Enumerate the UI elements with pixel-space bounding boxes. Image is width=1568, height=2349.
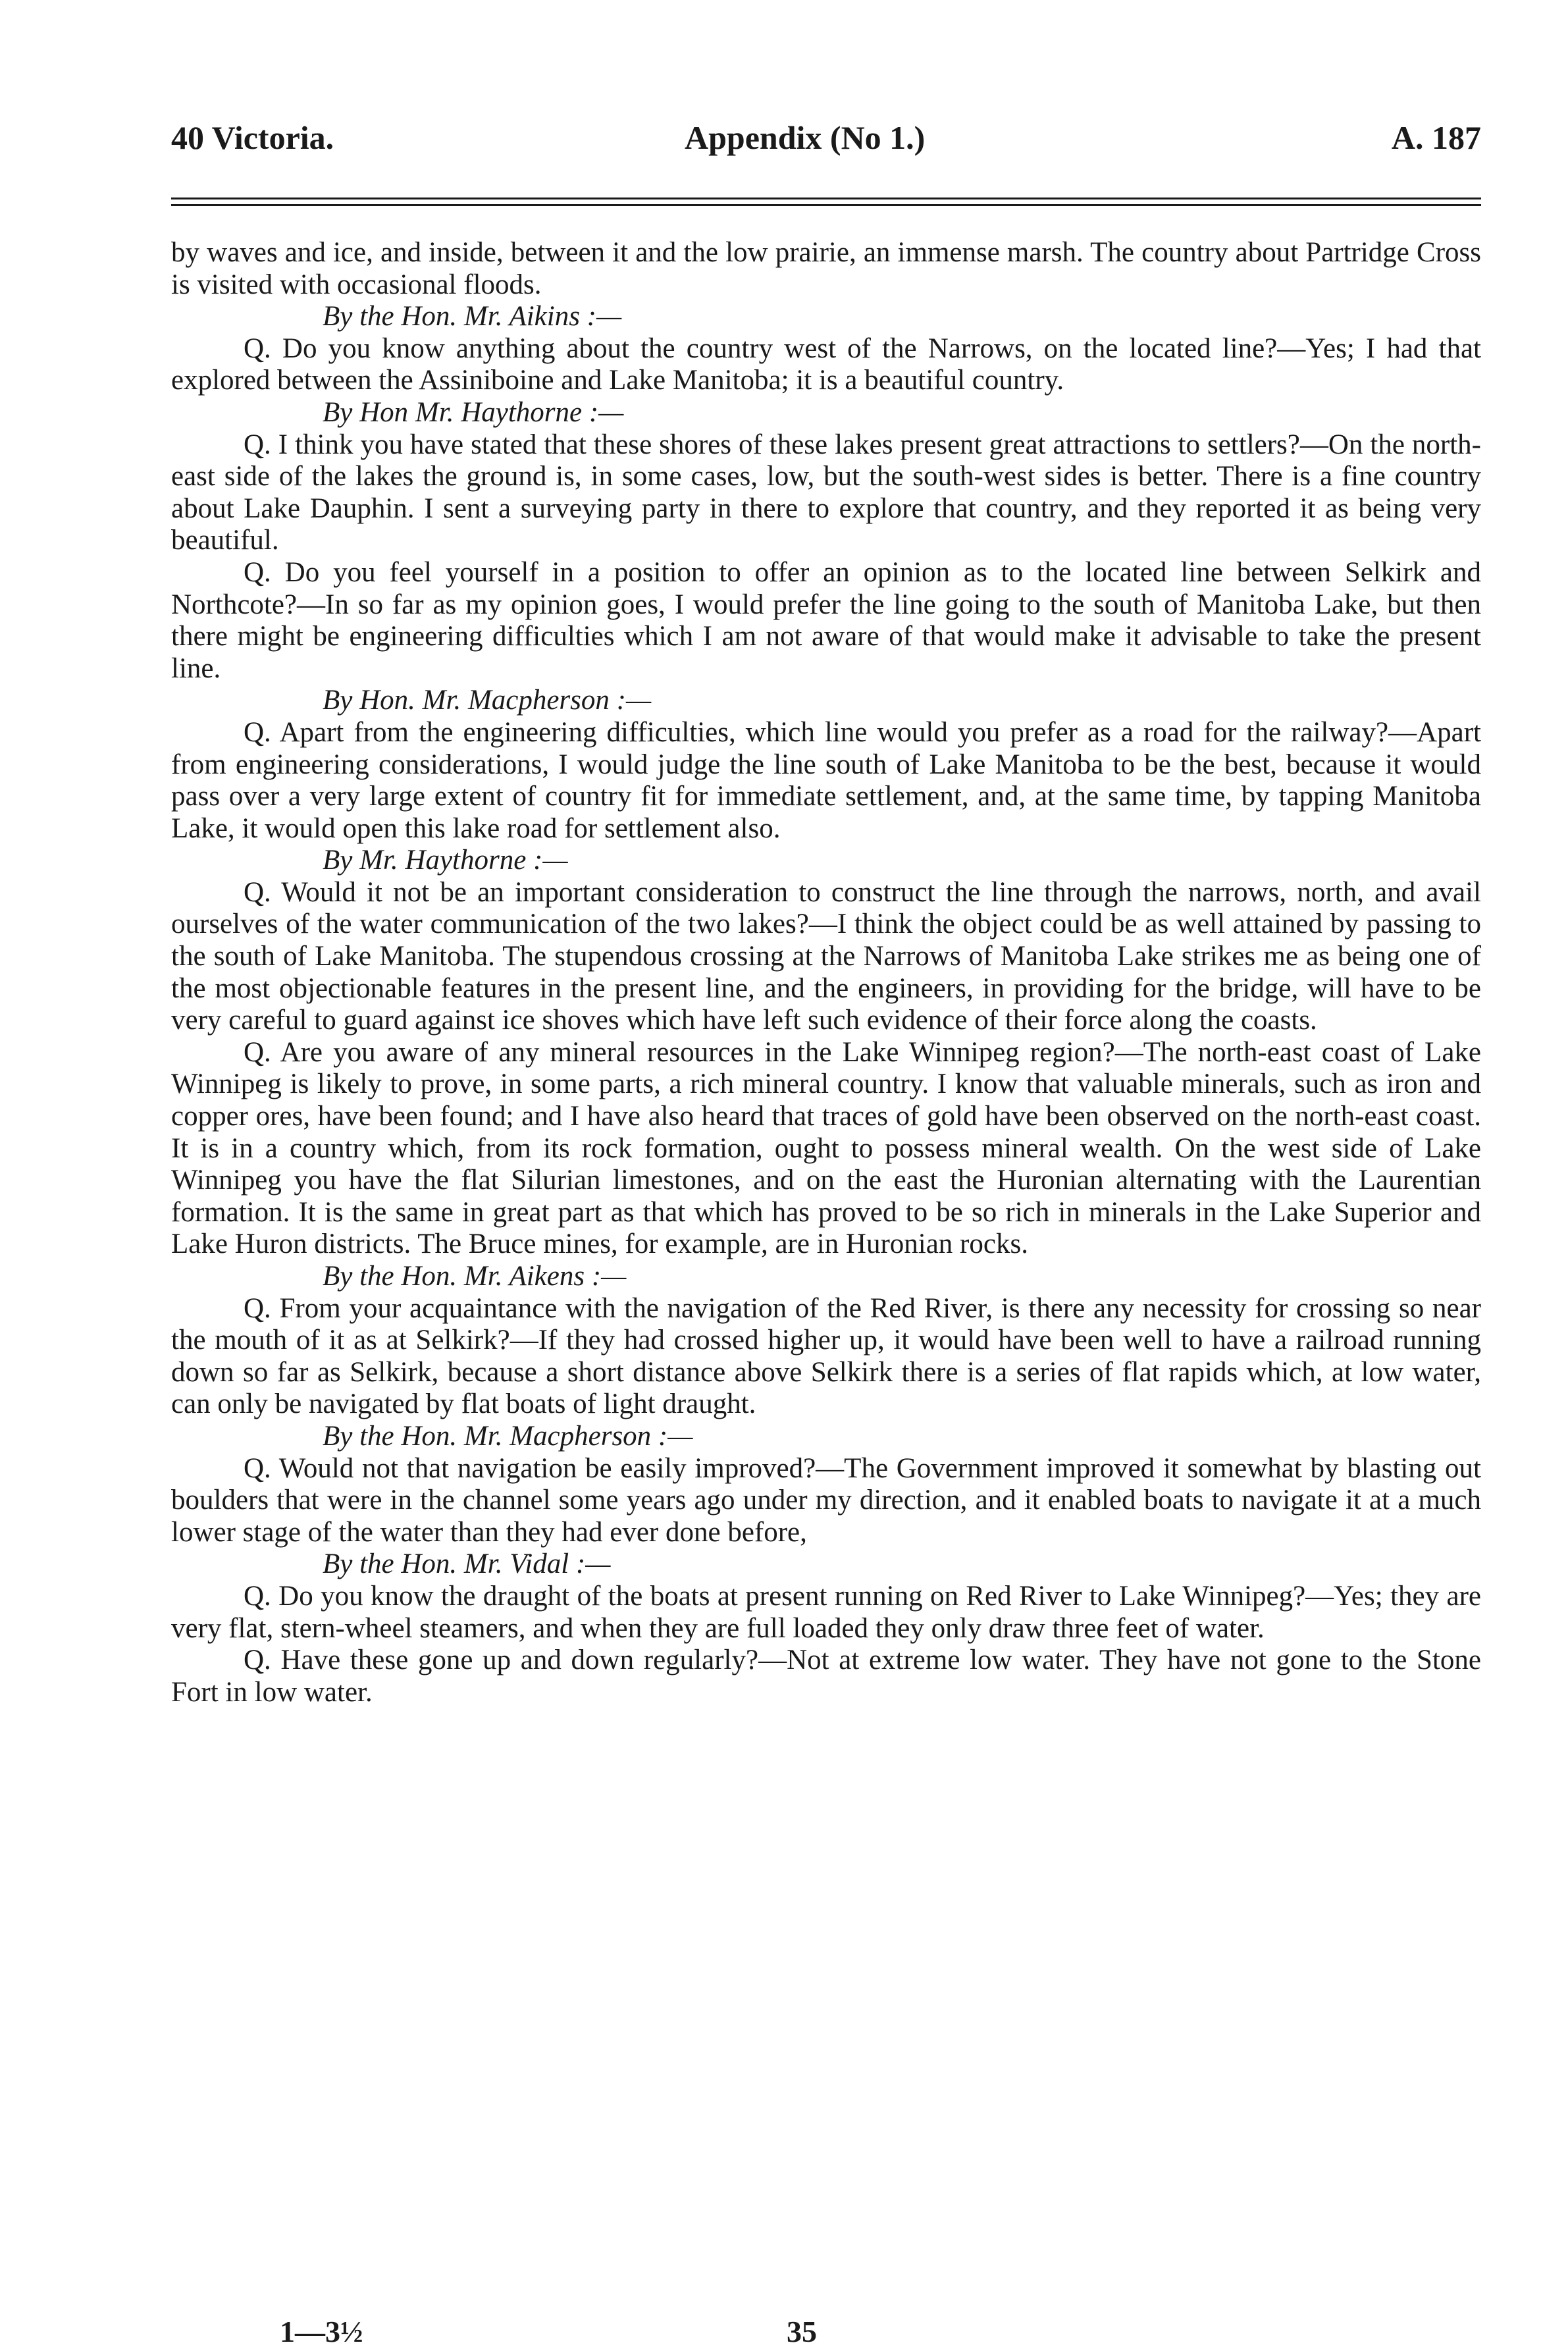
question-paragraph: Q. Do you feel yourself in a position to offer an opinion as to the located line between Selkirk and Northcote?—In so far as my opinion goes, I would prefer the line going to the south of Manitoba Lake, but then there might be engineering difficulties which I am not aware of that would make it advisable to take the present line. [171, 556, 1481, 684]
speaker-line: By Mr. Haythorne :— [323, 845, 568, 876]
speaker-line: By the Hon. Mr. Vidal :— [323, 1548, 611, 1580]
question-paragraph: Q. Do you know anything about the country west of the Narrows, on the located line?—Yes; I had that explored between the Assiniboine and Lake Manitoba; it is a beautiful country. [171, 332, 1481, 396]
speaker-line: By Hon. Mr. Macpherson :— [323, 685, 652, 716]
header-page-number: A. 187 [1391, 119, 1481, 156]
page-header [171, 119, 1481, 178]
header-rule-top [171, 198, 1481, 199]
header-rule-bottom [171, 204, 1481, 206]
footer-signature-mark: 1—3½ [280, 2315, 363, 2348]
question-paragraph: Q. From your acquaintance with the navigation of the Red River, is there any necessity for crossing so near the mouth of it as at Selkirk?—If they had crossed higher up, it would have been well to have a railroad running down so far as Selkirk, because a short distance above Selkirk there is a series of flat rapids which, at low water, can only be navigated by flat boats of light draught. [171, 1292, 1481, 1420]
document-page [171, 119, 1481, 2348]
question-paragraph: Q. Would it not be an important consideration to construct the line through the narrows, north, and avail ourselves of the water communication of the two lakes?—I think the object could be as well attained by passing to the south of Lake Manitoba. The stupendous crossing at the Narrows of Manitoba Lake strikes me as being one of the most objectionable features in the present line, and the engineers, in providing for the bridge, will have to be very careful to guard against ice shoves which have left such evidence of their force along the coasts. [171, 876, 1481, 1036]
speaker-line: By Hon Mr. Haythorne :— [323, 396, 624, 428]
question-paragraph: Q. Would not that navigation be easily improved?—The Government improved it somewhat by blasting out boulders that were in the channel some years ago under my direction, and it enabled boats to navigate it at a much lower stage of the water than they had ever done before, [171, 1452, 1481, 1548]
header-session: 40 Victoria. [171, 119, 334, 156]
paragraph: by waves and ice, and inside, between it and the low prairie, an immense marsh. The country about Partridge Cross is visited with occasional floods. [171, 237, 1481, 300]
question-paragraph: Q. Do you know the draught of the boats at present running on Red River to Lake Winnipeg?—Yes; they are very flat, stern-wheel steamers, and when they are full loaded they only draw three feet of water. [171, 1580, 1481, 1644]
question-paragraph: Q. Are you aware of any mineral resources in the Lake Winnipeg region?—The north-east coast of Lake Winnipeg is likely to prove, in some parts, a rich mineral country. I know that valuable minerals, such as iron and copper ores, have been found; and I have also heard that traces of gold have been observed on the north-east coast. It is in a country which, from its rock formation, ought to possess mineral wealth. On the west side of Lake Winnipeg you have the flat Silurian limestones, and on the east the Huronian alternating with the Laurentian formation. It is the same in great part as that which has proved to be so rich in minerals in the Lake Superior and Lake Huron districts. The Bruce mines, for example, are in Huronian rocks. [171, 1036, 1481, 1260]
footer-page-number: 35 [787, 2315, 817, 2348]
question-paragraph: Q. Apart from the engineering difficulties, which line would you prefer as a road for the railway?—Apart from engineering considerations, I would judge the line south of Lake Manitoba to be the best, because it would pass over a very large extent of country fit for immediate settlement, and, at the same time, by tapping Manitoba Lake, it would open this lake road for settlement also. [171, 716, 1481, 844]
question-paragraph: Q. I think you have stated that these shores of these lakes present great attractions to settlers?—On the north-east side of the lakes the ground is, in some cases, low, but the south-west sides is better. There is a fine country about Lake Dauphin. I sent a surveying party in there to explore that country, and they reported it as being very beautiful. [171, 429, 1481, 556]
speaker-line: By the Hon. Mr. Macpherson :— [323, 1420, 693, 1452]
speaker-line: By the Hon. Mr. Aikens :— [323, 1261, 627, 1292]
header-appendix: Appendix (No 1.) [685, 119, 926, 156]
question-paragraph: Q. Have these gone up and down regularly?—Not at extreme low water. They have not gone to the Stone Fort in low water. [171, 1645, 1481, 1708]
document-body [171, 237, 1481, 1708]
speaker-line: By the Hon. Mr. Aikins :— [323, 301, 622, 332]
